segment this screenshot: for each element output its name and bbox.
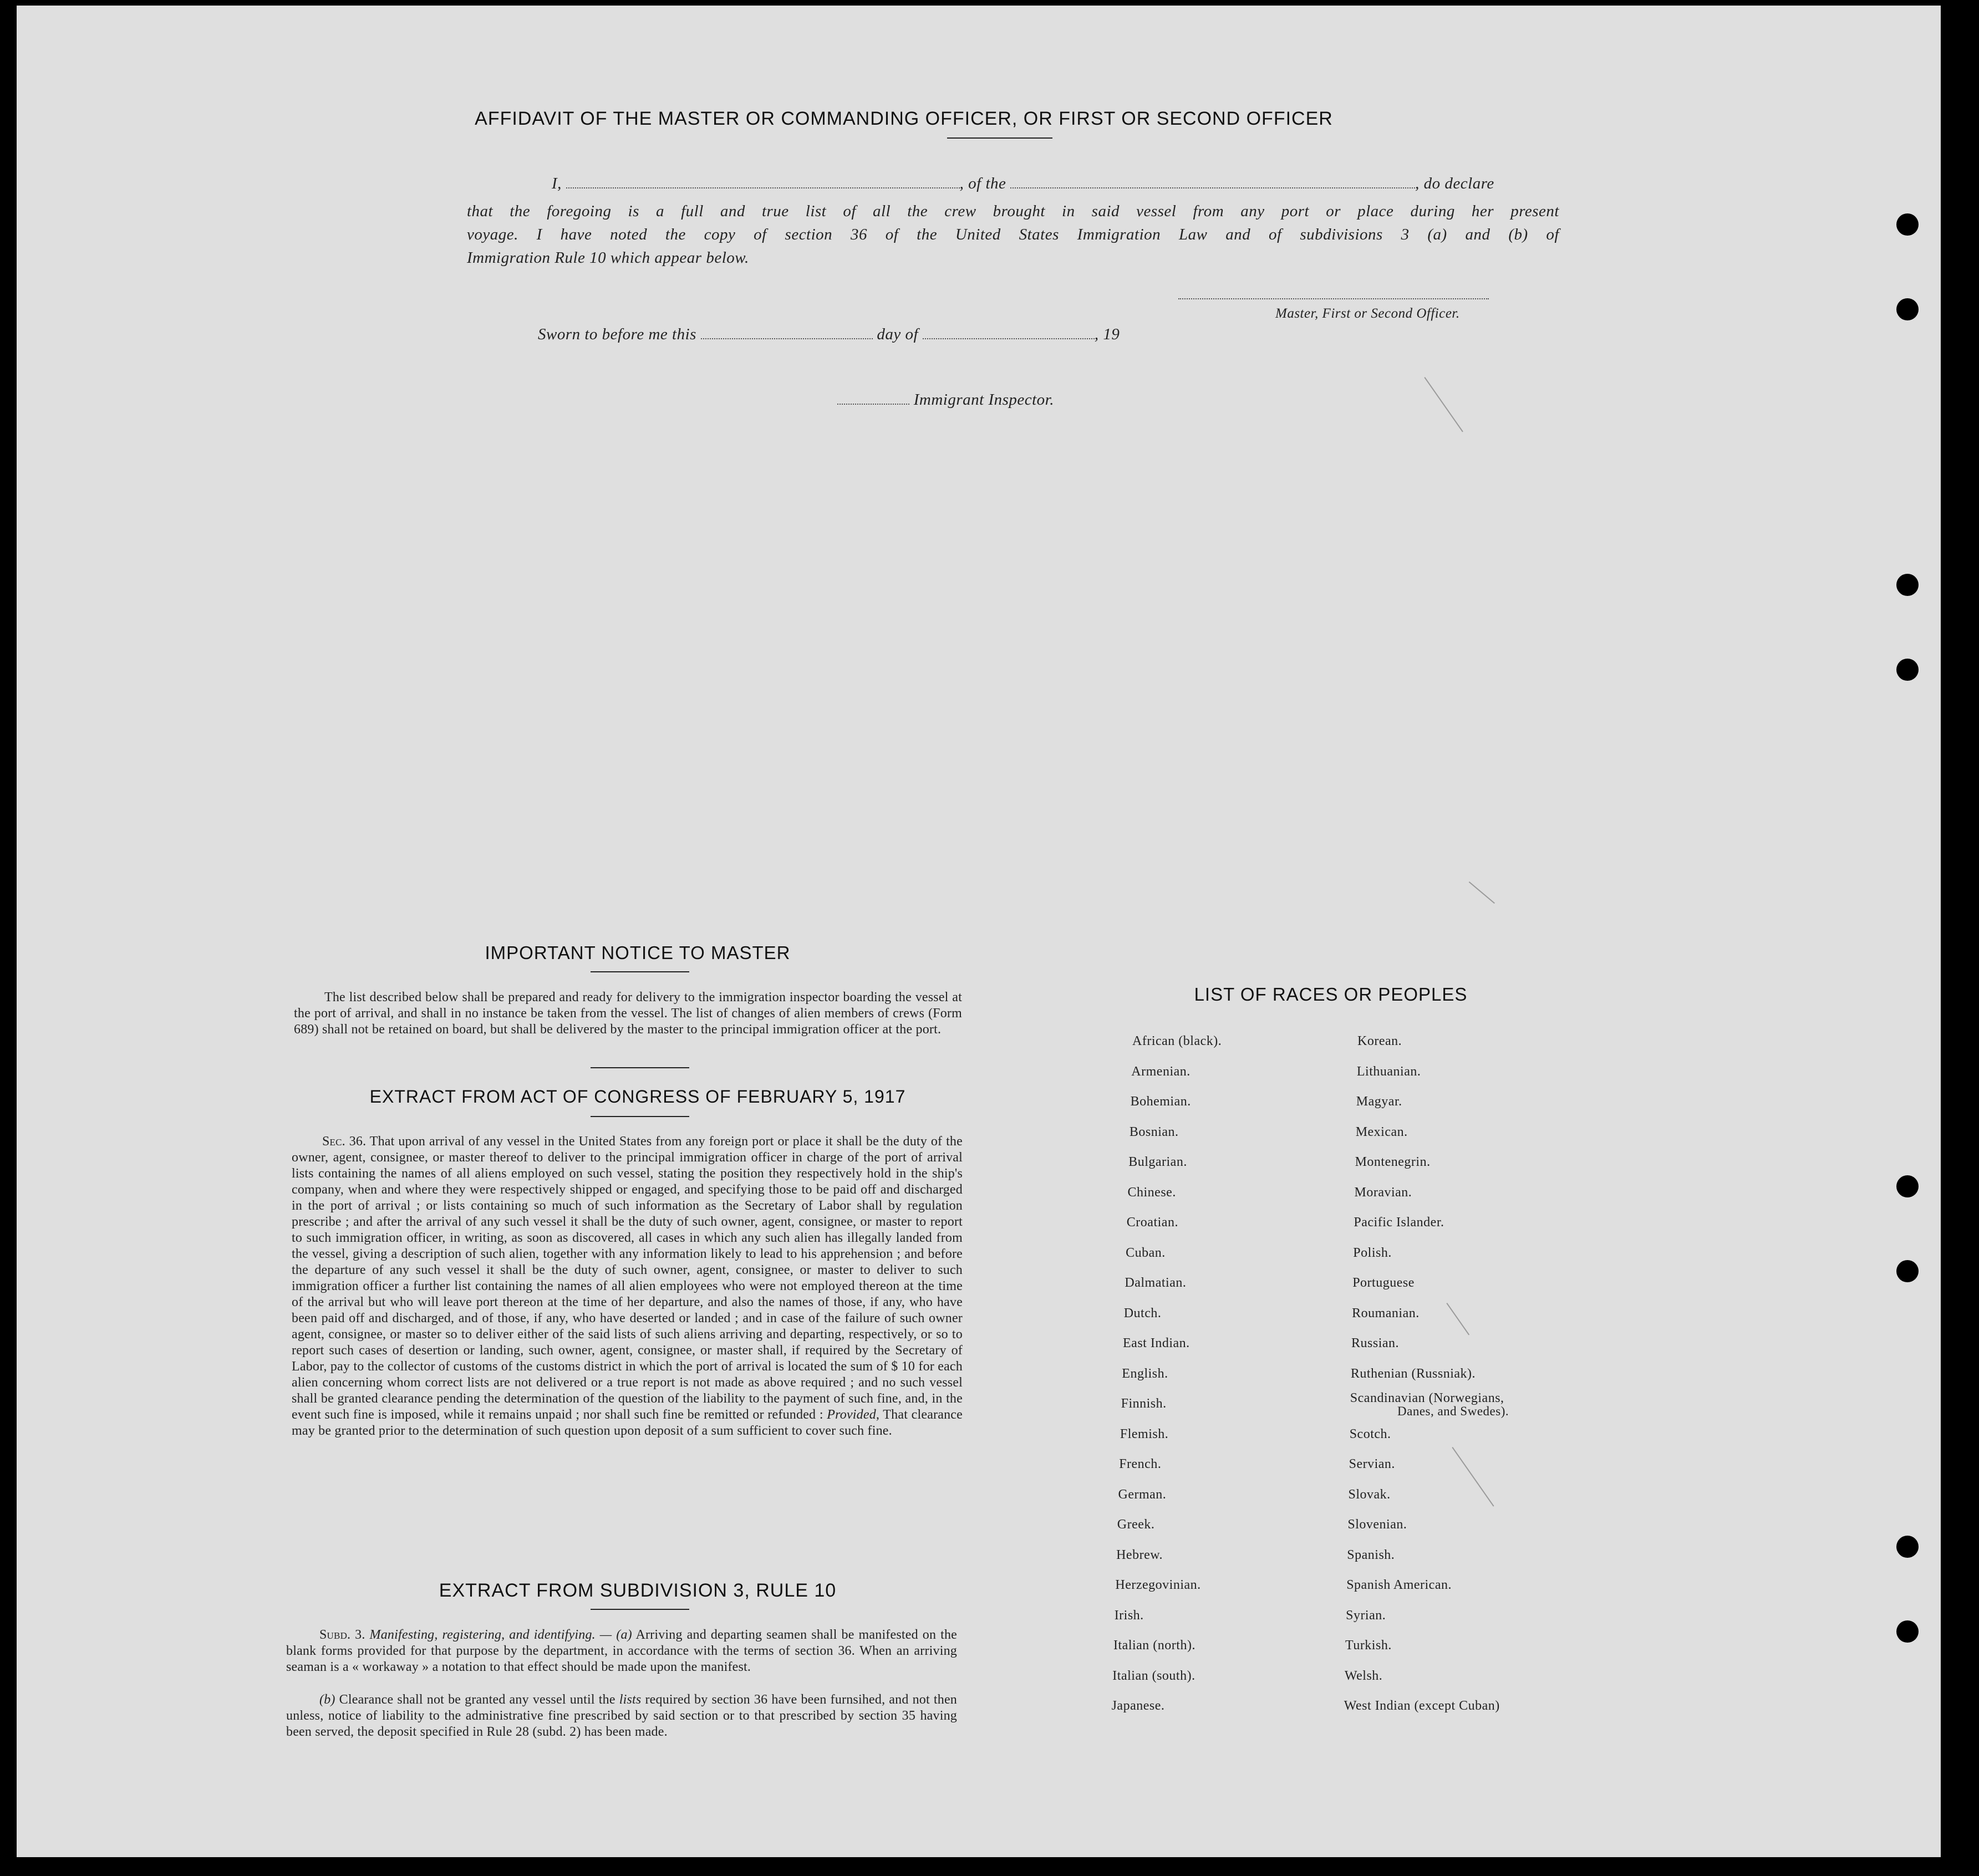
notice-title: IMPORTANT NOTICE TO MASTER	[485, 942, 791, 963]
race-item: Croatian.	[1126, 1215, 1178, 1230]
race-item: Bulgarian.	[1128, 1155, 1187, 1169]
punch-hole	[1896, 298, 1919, 320]
race-item: Syrian.	[1346, 1608, 1386, 1623]
inspector-line	[837, 388, 1054, 411]
race-item: Welsh.	[1344, 1668, 1383, 1683]
affidavit-i: I,	[552, 175, 562, 192]
rule-body-b2: required by section 36 have been furnsihed, and not then unless, notice of liability to the administrative fine prescribed by said section or to that prescribed by section 35 having been served, the deposit specified in Rule 28 (subd. 2) has been made.	[286, 1693, 958, 1739]
race-item: Servian.	[1349, 1457, 1395, 1471]
sworn-line	[538, 323, 1120, 346]
race-item: Dutch.	[1123, 1306, 1162, 1321]
race-item: English.	[1122, 1366, 1168, 1381]
race-item: Polish.	[1353, 1245, 1392, 1260]
notice-rule	[591, 971, 689, 972]
race-item: Italian (south).	[1112, 1668, 1195, 1683]
document-page	[17, 6, 1941, 1857]
race-item: African (black).	[1132, 1034, 1222, 1048]
race-item: Greek.	[1117, 1517, 1155, 1532]
title-rule	[947, 137, 1052, 139]
affidavit-line-2: that the foregoing is a full and true list of all the crew brought in said vessel from any port or place during her present	[467, 202, 1559, 220]
race-item: Bohemian.	[1130, 1094, 1191, 1109]
vessel-field[interactable]	[1010, 175, 1415, 188]
act-body-b: That clearance may be granted prior to the determination of such question upon deposit of a sum sufficient to cover such fine.	[292, 1408, 963, 1438]
race-item: Pacific Islander.	[1354, 1215, 1444, 1230]
pencil-mark	[1452, 1447, 1494, 1507]
rule-text-a	[286, 1627, 957, 1675]
rule-lists-word: lists	[619, 1693, 642, 1707]
signature-label: Master, First or Second Officer.	[1275, 306, 1460, 321]
sworn-prefix: Sworn to before me this	[538, 325, 696, 343]
race-item: Magyar.	[1356, 1094, 1402, 1109]
race-item: German.	[1118, 1487, 1167, 1502]
affidavit-declare: , do declare	[1415, 175, 1494, 192]
punch-hole	[1896, 213, 1919, 236]
punch-hole	[1896, 659, 1919, 681]
race-item: Spanish.	[1347, 1547, 1395, 1562]
act-body-a: That upon arrival of any vessel in the United States from any foreign port or place it shall be the duty of the owner, agent, consignee, or master thereof to deliver to the principal immigration officer in charge of the port of arrival lists containing the names of all aliens employed on such vessel, stating the position they respectively hold in the ship's company, when and where they were respectively shipped or engaged, and specifying those to be paid off and discharged in the port of arrival ; or lists containing so much of such information as the Secretary of Labor shall by regulation prescribe ; and after the arrival of any such vessel it shall be the duty of such owner, agent, consignee, or master to report to such immigration officer, in writing, as soon as discovered, all cases in which any such alien has illegally landed from the vessel, giving a description of such alien, together with any information likely to lead to his apprehension ; and before the departure of any such vessel it shall be the duty of such owner, agent, consignee, or master to deliver to such immigration officer a further list containing the names of all alien employees who were not employed thereon at the time of the arrival but who will leave port thereon at the time of her departure, and also the names of those, if any, who have been paid off and discharged, and of those, if any, who have deserted or landed ; and in case of the failure of such owner agent, consignee, or master so to deliver either of the said lists of such aliens arriving and departing, respectively, or so to report such cases of desertion or landing, such owner, agent, consignee, or master shall, if required by the Secretary of Labor, pay to the collector of customs of the customs district in which the port of arrival is located the sum of $ 10 for each alien concerning whom correct lists are not delivered or a true report is not made as above required ; and no such vessel shall be granted clearance pending the determination of the question of the liability to the payment of such fine, and, in the event such fine is imposed, while it remains unpaid ; nor shall such fine be remitted or refunded :	[292, 1134, 963, 1422]
race-item: East Indian.	[1123, 1336, 1190, 1350]
race-item: Korean.	[1357, 1034, 1402, 1048]
races-title: LIST OF RACES OR PEOPLES	[1194, 984, 1468, 1005]
race-item: Roumanian.	[1352, 1306, 1420, 1321]
rule-body-a: Arriving and departing seamen shall be manifested on the blank forms provided for that purpose by the department, in accordance with the terms of section 36. When an arriving seaman is a « workaway » a notation to that effect should be made upon the manifest.	[286, 1628, 957, 1674]
name-field[interactable]	[566, 175, 960, 188]
affidavit-title: AFFIDAVIT OF THE MASTER OR COMMANDING OFFICER, OR FIRST OR SECOND OFFICER	[475, 108, 1333, 129]
signature-line[interactable]	[1178, 298, 1489, 299]
rule-title-rule	[591, 1609, 689, 1610]
pencil-mark	[1446, 1303, 1469, 1335]
race-item: Japanese.	[1111, 1699, 1165, 1713]
punch-hole	[1896, 1620, 1919, 1643]
affidavit-of-the: , of the	[959, 175, 1006, 192]
race-item: Turkish.	[1345, 1638, 1392, 1653]
sec-label: Sec. 36.	[322, 1134, 367, 1149]
sworn-day: day of	[877, 325, 919, 343]
sworn-date-field[interactable]	[701, 326, 873, 339]
race-item: Chinese.	[1127, 1185, 1176, 1200]
act-title: EXTRACT FROM ACT OF CONGRESS OF FEBRUARY 5, 1917	[369, 1087, 906, 1107]
race-item: Montenegrin.	[1355, 1155, 1431, 1169]
punch-hole	[1896, 574, 1919, 596]
rule-title: EXTRACT FROM SUBDIVISION 3, RULE 10	[439, 1580, 837, 1601]
act-rule	[591, 1116, 689, 1117]
affidavit-line-3: voyage. I have noted the copy of section 36 of the United States Immigration Law and of subdivisions 3 (a) and (b) of	[467, 226, 1559, 243]
race-item: Moravian.	[1354, 1185, 1412, 1200]
rule-body-b1: Clearance shall not be granted any vessel until the	[339, 1693, 615, 1707]
race-item: West Indian (except Cuban)	[1344, 1699, 1500, 1713]
race-item: Finnish.	[1121, 1396, 1167, 1411]
race-item: Mexican.	[1355, 1124, 1408, 1139]
rule-text-b	[286, 1692, 957, 1740]
race-item: Spanish American.	[1346, 1578, 1452, 1592]
race-item: Irish.	[1114, 1608, 1144, 1623]
race-item: Ruthenian (Russniak).	[1350, 1366, 1476, 1381]
race-item: Italian (north).	[1113, 1638, 1195, 1653]
race-item: Lithuanian.	[1356, 1064, 1421, 1079]
act-provided: Provided,	[827, 1408, 880, 1422]
subd-label: Subd. 3.	[319, 1628, 365, 1642]
punch-hole	[1896, 1536, 1919, 1558]
race-item: Hebrew.	[1116, 1547, 1163, 1562]
rule-b-label: (b)	[319, 1693, 335, 1707]
race-item: French.	[1119, 1457, 1162, 1471]
race-item: Dalmatian.	[1125, 1276, 1187, 1290]
pencil-mark	[1469, 881, 1495, 904]
sworn-month-field[interactable]	[923, 326, 1095, 339]
race-item: Cuban.	[1126, 1245, 1166, 1260]
race-item: Russian.	[1351, 1336, 1400, 1350]
punch-hole	[1896, 1175, 1919, 1197]
race-item: Armenian.	[1131, 1064, 1191, 1079]
race-item: Slovenian.	[1347, 1517, 1407, 1532]
affidavit-line-4: Immigration Rule 10 which appear below.	[467, 249, 749, 267]
affidavit-line-1	[460, 172, 1553, 195]
race-item: Flemish.	[1120, 1426, 1169, 1441]
race-item-continuation: Danes, and Swedes).	[1397, 1404, 1509, 1418]
sworn-year: , 19	[1094, 325, 1120, 343]
punch-hole	[1896, 1260, 1919, 1282]
inspector-signature-field[interactable]	[837, 391, 909, 405]
race-item: Herzegovinian.	[1115, 1578, 1201, 1592]
notice-text: The list described below shall be prepared and ready for delivery to the immigration inspector boarding the vessel at the port of arrival, and shall in no instance be taken from the vessel. The list of changes of alien members of crews (Form 689) shall not be retained on board, but shall be delivered by the master to the principal immigration officer at the port.	[294, 990, 962, 1037]
act-text	[292, 1134, 963, 1439]
act-top-rule	[591, 1067, 689, 1068]
race-item: Scotch.	[1349, 1426, 1391, 1441]
subd-heading: Manifesting, registering, and identifying. — (a)	[369, 1628, 632, 1642]
race-item: Bosnian.	[1129, 1124, 1179, 1139]
inspector-label: Immigrant Inspector.	[913, 391, 1055, 409]
pencil-mark	[1424, 377, 1463, 432]
race-item: Portuguese	[1352, 1276, 1415, 1290]
race-item: Slovak.	[1348, 1487, 1391, 1502]
race-item: Scandinavian (Norwegians,	[1350, 1391, 1504, 1405]
